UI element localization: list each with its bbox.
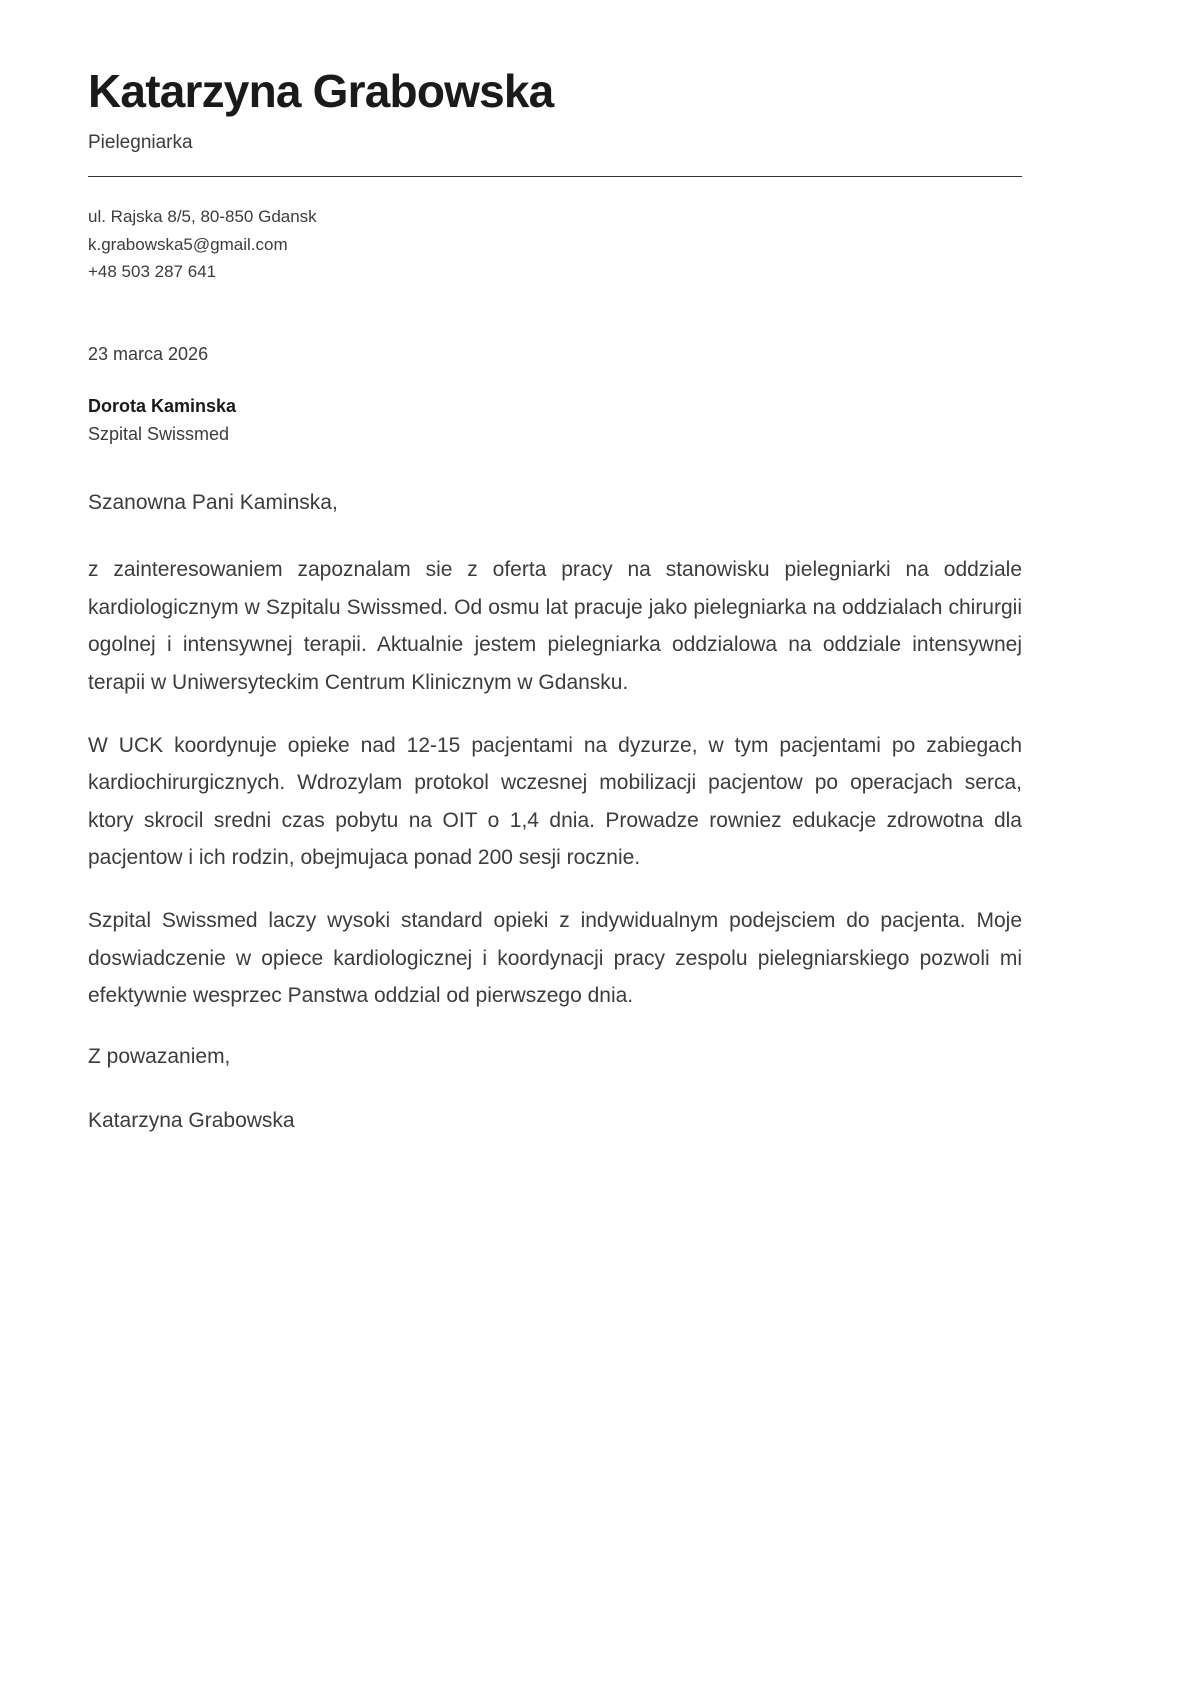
recipient-block xyxy=(88,393,1022,449)
candidate-name: Katarzyna Grabowska xyxy=(88,65,554,117)
body-paragraph-3: Szpital Swissmed laczy wysoki standard opieki z indywidualnym podejsciem do pacjenta. Moje doswiadczenie w opiece kardiologicznej i koordynacji pracy zespolu pielegniarskiego pozwoli mi efektywnie wesprzec Panstwa oddzial od pierwszego dnia. xyxy=(88,909,1022,1008)
letter-date: 23 marca 2026 xyxy=(88,343,209,364)
contact-address: ul. Rajska 8/5, 80-850 Gdansk xyxy=(88,207,317,227)
body-paragraph-1: z zainteresowaniem zapoznalam sie z oferta pracy na stanowisku pielegniarki na oddziale kardiologicznym w Szpitalu Swissmed. Od osmu lat pracuje jako pielegniarka na oddzialach chirurgii ogolnej i intensywnej terapii. Aktualnie jestem pielegniarka oddzialowa na oddziale intensywnej terapii w Uniwersyteckim Centrum Klinicznym w Gdansku. xyxy=(88,558,1022,694)
letter-header xyxy=(88,66,1022,177)
salutation: Szanowna Pani Kaminska, xyxy=(88,490,338,514)
contact-email: k.grabowska5@gmail.com xyxy=(88,234,288,254)
contact-block xyxy=(88,203,1022,286)
body-paragraph-2: W UCK koordynuje opieke nad 12-15 pacjentami na dyzurze, w tym pacjentami po zabiegach kardiochirurgicznych. Wdrozylam protokol wczesnej mobilizacji pacjentow po operacjach serca, ktory skrocil sredni czas pobytu na OIT o 1,4 dnia. Prowadze rowniez edukacje zdrowotna dla pacjentow i ich rodzin, obejmujaca ponad 200 sesji rocznie. xyxy=(88,733,1022,870)
recipient-company: Szpital Swissmed xyxy=(88,423,230,444)
contact-phone: +48 503 287 641 xyxy=(88,262,217,282)
recipient-name: Dorota Kaminska xyxy=(88,396,237,417)
candidate-job-title: Pielegniarka xyxy=(88,131,193,153)
closing-line: Z powazaniem, xyxy=(88,1044,231,1068)
letter-body xyxy=(88,487,1022,1138)
header-divider xyxy=(88,176,1022,177)
signature-name: Katarzyna Grabowska xyxy=(88,1109,295,1133)
